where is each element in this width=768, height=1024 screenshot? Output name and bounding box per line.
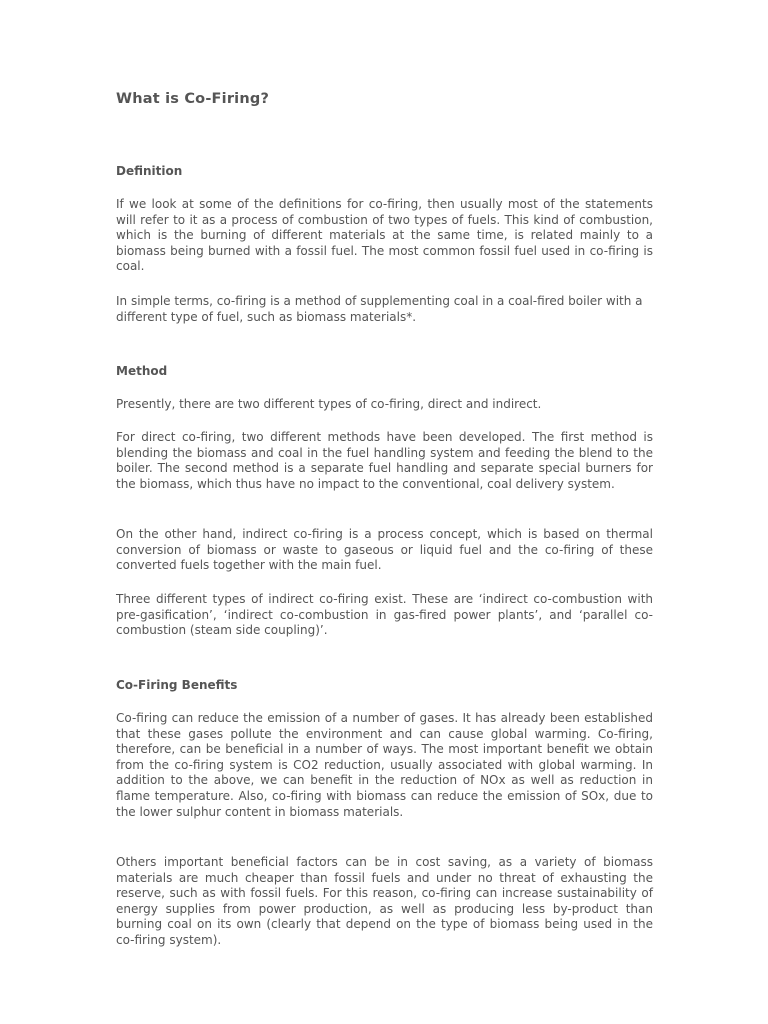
- paragraph-definition-2: In simple terms, co-firing is a method of supplementing coal in a coal-fired boiler with a different type of fuel, such as biomass materials*.: [116, 294, 643, 324]
- paragraph-method-3: On the other hand, indirect co-firing is a process concept, which is based on thermal conversion of biomass or waste to gaseous or liquid fuel and the co-firing of these converted fuels together with the main fuel.: [116, 527, 653, 573]
- paragraph-method-4: Three different types of indirect co-firing exist. These are ‘indirect co-combustion with pre-gasification’, ‘indirect co-combustion in gas-fired power plants’, and ‘parallel co-combustion (steam side coupling)’.: [116, 592, 653, 638]
- paragraph-method-2: For direct co-firing, two different methods have been developed. The first method is blending the biomass and coal in the fuel handling system and feeding the blend to the boiler. The second method is a separate fuel handling and separate special burners for the biomass, which thus have no impact to the conventional, coal delivery system.: [116, 430, 653, 491]
- paragraph-benefits-1: Co-firing can reduce the emission of a number of gases. It has already been established that these gases pollute the environment and can cause global warming. Co-firing, therefore, can be beneficial in a number of ways. The most important benefit we obtain from the co-firing system is CO2 reduction, usually associated with global warming. In addition to the above, we can benefit in the reduction of NOx as well as reduction in flame temperature. Also, co-firing with biomass can reduce the emission of SOx, due to the lower sulphur content in biomass materials.: [116, 711, 653, 819]
- section-heading-benefits: Co-Firing Benefits: [116, 678, 238, 692]
- document-title: What is Co-Firing?: [116, 91, 270, 107]
- paragraph-benefits-2: Others important beneficial factors can be in cost saving, as a variety of biomass materials are much cheaper than fossil fuels and under no threat of exhausting the reserve, such as with fossil fuels. For this reason, co-firing can increase sustainability of energy supplies from power production, as well as producing less by-product than burning coal on its own (clearly that depend on the type of biomass being used in the co-firing system).: [116, 855, 653, 947]
- section-heading-definition: Definition: [116, 164, 183, 178]
- paragraph-definition-1: If we look at some of the definitions for co-firing, then usually most of the statements will refer to it as a process of combustion of two types of fuels. This kind of combustion, which is the burning of different materials at the same time, is related mainly to a biomass being burned with a fossil fuel. The most common fossil fuel used in co-firing is coal.: [116, 197, 653, 274]
- paragraph-method-1: Presently, there are two different types of co-firing, direct and indirect.: [116, 397, 542, 411]
- section-heading-method: Method: [116, 364, 168, 378]
